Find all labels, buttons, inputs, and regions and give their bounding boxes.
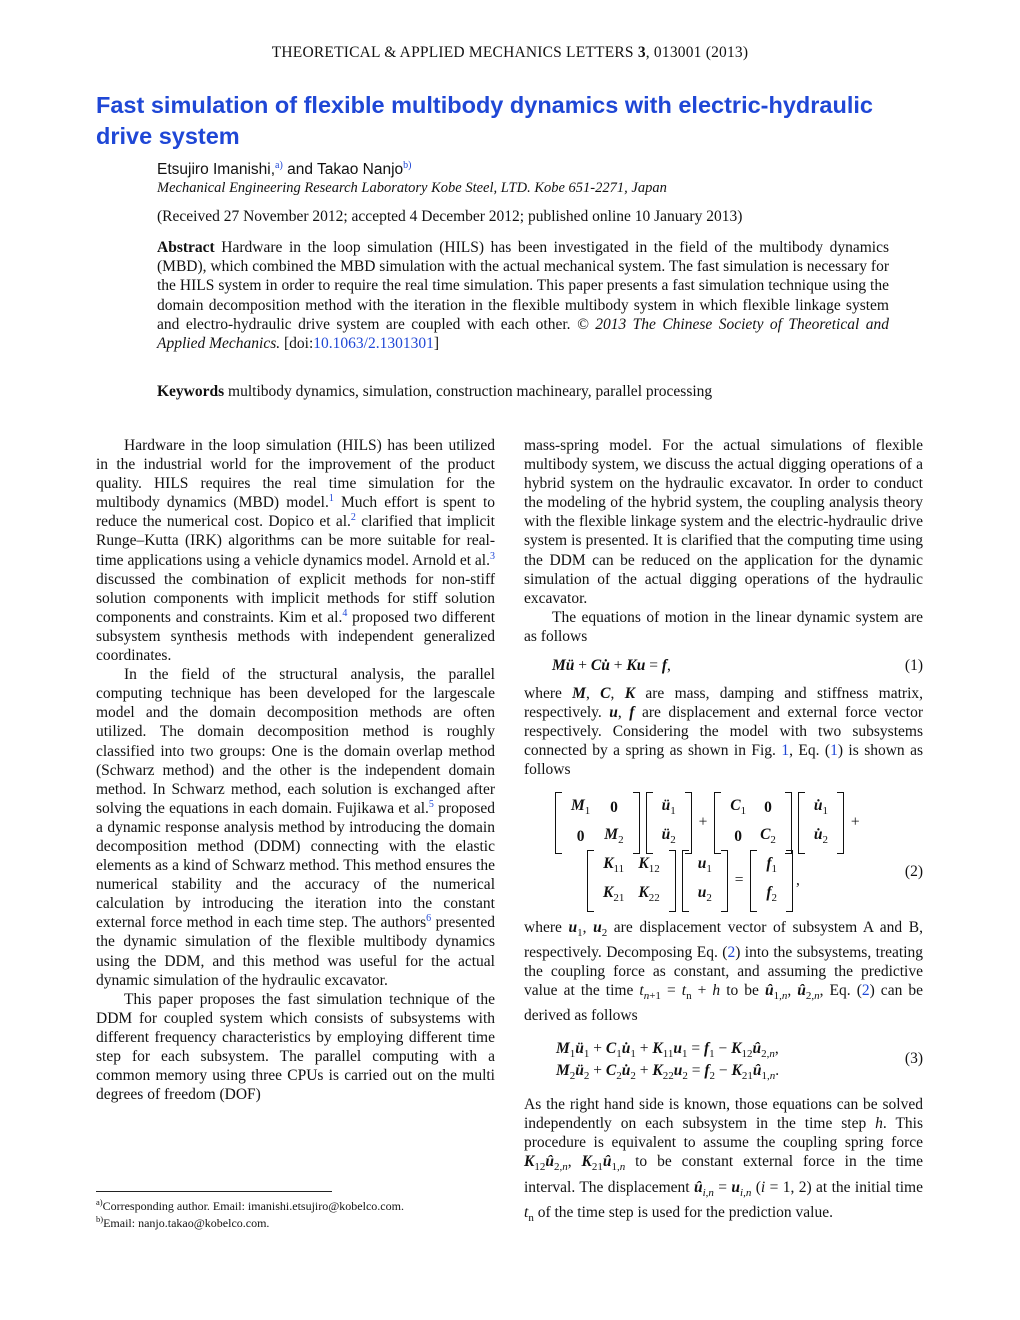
text: Much effort is spent to reduce the numerical cost. Dopico et al. xyxy=(96,494,496,531)
citation-link[interactable]: 2 xyxy=(350,512,356,524)
left-column xyxy=(96,436,495,1104)
equation-line: $M_2ü_2$ + $C_2u̇_2 + K_{22}u_2 = f_2$ − $K_{21}û_{1,n}$. xyxy=(556,1062,780,1083)
equation-body: Mü + Cu̇ + Ku = f, xyxy=(552,657,671,675)
text: discussed the combination of explicit methods for non-stiff solution components with implicit methods for stiff solution components and constraints. Kim et al. xyxy=(96,570,495,626)
journal-volume: 3 xyxy=(637,44,646,61)
doi-link[interactable]: 10.1063/2.1301301 xyxy=(313,335,434,353)
equation-line: $M_1ü_1$ + $C_1u̇_1 + K_{11}u_1 = f_1$ − $K_{12}û_{2,n}$, xyxy=(556,1040,779,1061)
footnote-mark[interactable]: b) xyxy=(403,160,412,171)
text: Hardware in the loop simulation (HILS) has been utilized in the industrial world for the improvement of the product quality. HILS requires the real time simulation for the multibody dynamics (MBD) model. xyxy=(96,437,495,512)
text: As the right hand side is known, those equations can be solved independently on each subsystem in the time step xyxy=(524,1096,923,1133)
footnote-text: Corresponding author. Email: imanishi.etsujiro@kobelco.com. xyxy=(102,1199,404,1213)
text: , Eq. ( xyxy=(819,981,862,999)
text: where xyxy=(524,918,569,936)
citation-link[interactable]: 6 xyxy=(426,913,432,925)
received-dates: (Received 27 November 2012; accepted 4 December 2012; published online 10 January 2013) xyxy=(157,208,743,225)
doi-suffix: ] xyxy=(433,335,439,353)
doi-prefix: [doi: xyxy=(283,335,314,353)
footnote-mark: b) xyxy=(96,1214,104,1224)
equation-line: $K_{11}$ $K_{12}$ $K_{21}$ $K_{22}$ $u_1$ $u_2$ = $f_1$ $f_2$ , xyxy=(584,850,800,912)
paragraph xyxy=(96,665,495,990)
keywords-label: Keywords xyxy=(157,383,225,400)
equation-number: (2) xyxy=(904,862,923,880)
footnote-rule xyxy=(96,1191,332,1192)
abstract-label: Abstract xyxy=(157,239,215,256)
paragraph xyxy=(96,436,495,665)
citation-link[interactable]: 5 xyxy=(428,798,434,810)
footnote-mark[interactable]: a) xyxy=(275,160,283,171)
figure-link[interactable]: 1 xyxy=(781,742,790,760)
text: proposed two different subsystem synthesis methods with independent generalized coordinates. xyxy=(96,608,495,665)
paper-title: Fast simulation of flexible multibody dynamics with electric-hydraulic drive system xyxy=(96,92,873,149)
text: ) is shown as follows xyxy=(524,742,924,779)
article-info: , 013001 (2013) xyxy=(645,44,749,61)
paragraph: where $u_1$, $u_2$ are displacement vector of subsystem A and B, respectively. Decomposing Eq. (2) into the subsystems, treating the coupling force as constant, and assuming the predictive value at the time $t_{n+1} = t_n + h$ to be $û_{1,n}$, $û_{2,n}$, Eq. (2) can be derived as follows xyxy=(524,918,924,1025)
equation-number: (3) xyxy=(904,1050,923,1068)
text: are displacement vector of subsystem A and B, respectively. Decomposing Eq. ( xyxy=(524,918,923,961)
equation-link[interactable]: 2 xyxy=(861,981,870,999)
footnote xyxy=(96,1214,269,1231)
text: presented the dynamic simulation of the flexible multibody dynamics using the DDM, and this method was useful for the actual dynamic simulation of the hydraulic excavator. xyxy=(96,914,495,989)
keywords-text: multibody dynamics, simulation, construction machineary, parallel processing xyxy=(224,383,713,400)
footnote-text: Email: nanjo.takao@kobelco.com. xyxy=(103,1216,270,1230)
footnote-mark: a) xyxy=(96,1197,103,1207)
text: to be xyxy=(720,981,765,999)
text: at the initial time xyxy=(811,1178,923,1196)
footnote xyxy=(96,1197,404,1214)
abstract-text: Hardware in the loop simulation (HILS) has been investigated in the field of the multibody dynamics (MBD), which combined the MBD simulation with the actual mechanical system. The fast simulation is necessary for the HILS system in order to require the real time simulation. This paper presents a fast simulation technique using the domain decomposition method with the iteration in the flexible multibody system in which flexible linkage system and electro-hydraulic drive system are coupled with each other. xyxy=(157,239,889,333)
author-name: Etsujiro Imanishi, xyxy=(157,161,276,179)
citation-link[interactable]: 3 xyxy=(490,550,495,562)
text: . This procedure is equivalent to assume the coupling spring force xyxy=(524,1115,923,1152)
text: proposed a dynamic response analysis method by introducing the domain decomposition method (DDM) connecting with the elastic elements as a kind of Schwarz method. This method ensures the numerical stability and the accuracy of the numerical calculation by introducing the iteration into the constant external force method in each time step. The authors xyxy=(96,799,496,932)
citation-link[interactable]: 1 xyxy=(328,493,334,505)
text: In the field of the structural analysis, the parallel computing technique has been developed for the largescale model and the domain decomposition methods are often utilized. The domain decomposition method is roughly classified into two groups: One is the domain overlap method (Schwarz method) and the other is the independent domain method. In Schwarz method, each solution is exchanged after solving the equations in each domain. Fujikawa et al. xyxy=(96,666,495,817)
running-header xyxy=(0,44,1020,62)
paragraph: This paper proposes the fast simulation technique of the DDM for coupled system which consists of subsystems with different frequency characteristics by employing different time step for each subsystem. The parallel computing with a common memory using three CPUs is carried out on the multi degrees of freedom (DOF) xyxy=(96,990,495,1104)
text: are displacement and external force vector respectively. Considering the model with two subsystems connected by a spring as shown in Fig. xyxy=(524,704,924,760)
text: ) can be derived as follows xyxy=(524,981,923,1025)
equation-3 xyxy=(524,1025,923,1095)
text: clarified that implicit Runge–Kutta (IRK) algorithms can be more suitable for real-time applications using a vehicle dynamics model. Arnold et al. xyxy=(96,513,495,569)
journal-name: THEORETICAL & APPLIED MECHANICS LETTERS xyxy=(271,44,634,61)
text: where xyxy=(524,685,573,703)
keywords xyxy=(157,383,712,401)
equation-2 xyxy=(524,780,923,918)
text: of the time step is used for the prediction value. xyxy=(533,1203,833,1221)
paragraph: mass-spring model. For the actual simulations of flexible multibody system, we discuss the actual digging operations of a hybrid system on the hydraulic excavator. In order to conduct the modeling of the hybrid system, the coupling analysis theory with the flexible linkage system and the electric-hydraulic drive system is presented. It is clarified that the computing time using the DDM can be reduced on the application for the dynamic simulation of the actual digging operations of the hydraulic excavator. xyxy=(524,437,923,607)
right-column xyxy=(524,436,923,1228)
paragraph: where M, C, K are mass, damping and stiffness matrix, respectively. u, f are displacement and external force vector respectively. Considering the model with two subsystems connected by a spring as shown in Fig. 1, Eq. (1) is shown as follows xyxy=(524,685,924,779)
equation-link[interactable]: 2 xyxy=(727,943,736,961)
equation-line: $M_1$ 0 0 $M_2$ $ü_1$ $ü_2$ + $C_1$ 0 0 $C_2$ $u̇_1$ $u̇_2$ + xyxy=(552,792,860,854)
text: are mass, damping and stiffness matrix, respectively. xyxy=(524,685,923,722)
author-list xyxy=(157,160,412,179)
equation-link[interactable]: 1 xyxy=(830,742,838,760)
text: ) into the subsystems, treating the coupling force as constant, and assuming the predictive value at the time xyxy=(524,943,924,999)
text: , Eq. ( xyxy=(789,742,831,760)
equation-number: (1) xyxy=(904,657,923,675)
abstract xyxy=(157,238,889,353)
affiliation: Mechanical Engineering Research Laboratory Kobe Steel, LTD. Kobe 651-2271, Japan xyxy=(157,180,667,196)
text: to be constant external force in the time interval. The displacement xyxy=(524,1153,923,1196)
copyright-notice: © 2013 The Chinese Society of Theoretical and Applied Mechanics. xyxy=(157,315,889,353)
citation-link[interactable]: 4 xyxy=(342,607,348,619)
paragraph: As the right hand side is known, those equations can be solved independently on each subsystem in the time step h. This procedure is equivalent to assume the coupling spring force $K_{12}û_{2,n}$, $K_{21}û_{1,n}$ to be constant external force in the time interval. The displacement $û_{i,n} = u_{i,n}$ (i = 1, 2) at the initial time $t_n$ of the time step is used for the prediction value. xyxy=(524,1096,923,1224)
author-name: and Takao Nanjo xyxy=(282,161,404,179)
equation-1 xyxy=(524,646,923,684)
paragraph: The equations of motion in the linear dynamic system are as follows xyxy=(524,608,923,645)
